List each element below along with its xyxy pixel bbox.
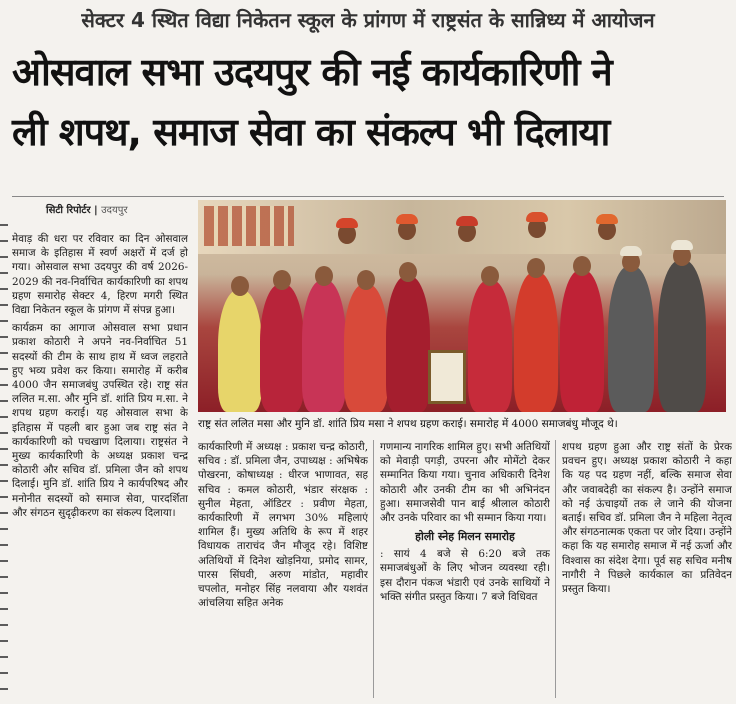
- person-figure: [658, 260, 706, 412]
- header-rule: [12, 196, 724, 197]
- column-divider: [373, 440, 374, 698]
- column-3-text-2: : सायं 4 बजे से 6:20 बजे तक समाजबंधुओं के लिए भोजन व्यवस्था रही। इस दौरान पंकज भंडारी एवं उनके साथियों ने भक्ति संगीत प्रस्तुत किया। 7 बजे विधिवत: [380, 548, 550, 603]
- paragraph-2: कार्यक्रम का आगाज ओसवाल सभा प्रधान प्रकाश कोठारी ने अपने नव-निर्वाचित 51 सदस्यों की टीम के साथ हाथ में ध्वज लहराते हुए भव्य प्रवेश कर किया। समारोह में करीब 4000 जैन समाजबंधु उपस्थित रहे। राष्ट्र संत ललित म.सा. और मुनि डॉ. शांति प्रिय म.सा. ने शपथ ग्रहण कराई। यह ओसवाल सभा के इतिहास में पहली बार हुआ जब राष्ट्र संत ने कार्यकारिणी को पचखाण दिलाया। राष्ट्रसंत ने मुख्य कार्यकारिणी के अध्यक्ष प्रकाश चन्द्र कोठारी और सचिव डॉ. प्रमिला जैन को शपथ दिलाई। मुनि डॉ. शांति प्रिय ने कार्यपरिषद और मनोनीत सदस्यों को समाज सेवा, पारदर्शिता और संगठन सुदृढ़ीकरण का संकल्प दिलाया।: [12, 322, 188, 519]
- column-divider: [555, 440, 556, 698]
- dateline-place: उदयपुर: [101, 205, 128, 216]
- byline: [46, 202, 128, 216]
- column-2-text: कार्यकारिणी में अध्यक्ष : प्रकाश चन्द्र कोठारी, सचिव : डॉ. प्रमिला जैन, उपाध्यक्ष : अभिषेक पोखरना, कोषाध्यक्ष : धीरज भाणावत, सह सचिव : कमल कोठारी, भंडार संरक्षक : सुनील मेहता, ऑडिटर : प्रवीण मेहता, कार्यकारिणी में लगभग 30% महिलाएं शामिल हैं। मुख्य अतिथि के रूप में शहर विधायक ताराचंद जैन मौजूद रहे। विशिष्ट अतिथियों में दिनेश खोड़निया, प्रमोद सामर, पारस सिंघवी, अरुण मांडोत, महावीर चपलोत, मनोहर सिंह नलवाया और यशवंत आंचलिया सहित अनेक: [198, 441, 368, 610]
- headline: [12, 42, 728, 162]
- memento-plaque: [428, 350, 466, 404]
- photo-caption: राष्ट्र संत ललित मसा और मुनि डॉ. शांति प्रिय मसा ने शपथ ग्रहण कराई। समारोह में 4000 समाजबंधु मौजूद थे।: [198, 418, 618, 430]
- person-figure: [218, 290, 262, 412]
- turban: [596, 214, 618, 224]
- turban: [526, 212, 548, 222]
- article-left-column: [12, 232, 188, 700]
- turban: [396, 214, 418, 224]
- person-figure: [608, 266, 654, 412]
- byline-separator: |: [90, 205, 102, 216]
- paragraph-1: मेवाड़ की धरा पर रविवार का दिन ओसवाल समाज के इतिहास में स्वर्ण अक्षरों में दर्ज हो गया। ओसवाल सभा उदयपुर की वर्ष 2026-2029 की नव-निर्वाचित कार्यकारिणी का शपथ ग्रहण समारोह सेक्टर 4, हिरण मगरी स्थित विद्या निकेतन स्कूल के प्रांगण में संपन्न हुआ।: [12, 233, 188, 317]
- person-figure: [344, 284, 388, 412]
- person-head: [231, 276, 249, 296]
- kicker-line: सेक्टर 4 स्थित विद्या निकेतन स्कूल के प्रांगण में राष्ट्रसंत के सान्निध्य में आयोजन: [81, 8, 655, 32]
- person-head: [273, 270, 291, 290]
- person-head: [357, 270, 375, 290]
- person-figure: [260, 284, 304, 412]
- headline-line-1: ओसवाल सभा उदयपुर की नई कार्यकारिणी ने: [12, 50, 612, 94]
- turban: [671, 240, 693, 250]
- person-head: [573, 256, 591, 276]
- person-head: [315, 266, 333, 286]
- turban: [456, 216, 478, 226]
- article-column-4: [562, 440, 732, 702]
- person-head: [527, 258, 545, 278]
- event-photo: [198, 200, 726, 412]
- column-4-text: शपथ ग्रहण हुआ और राष्ट्र संतों के प्रेरक प्रवचन हुए। अध्यक्ष प्रकाश कोठारी ने कहा कि यह पद ग्रहण नहीं, बल्कि समाज सेवा और जवाबदेही का संकल्प है। उन्होंने समाज को नई ऊंचाइयों तक ले जाने की योजना बताई। सचिव डॉ. प्रमिला जैन ने महिला नेतृत्व और संगठनात्मक एकता पर जोर दिया। उन्होंने कहा कि यह समारोह समाज में नई ऊर्जा और विश्वास का संदेश देगा। पूर्व सह सचिव मनीष नागौरी ने पिछले कार्यकाल का प्रतिवेदन प्रस्तुत किया।: [562, 441, 732, 596]
- article-column-2: [198, 440, 368, 702]
- person-figure: [386, 276, 430, 412]
- person-head: [481, 266, 499, 286]
- person-head: [399, 262, 417, 282]
- person-figure: [468, 280, 512, 412]
- turban: [620, 246, 642, 256]
- headline-line-2: ली शपथ, समाज सेवा का संकल्प भी दिलाया: [12, 110, 610, 154]
- turban: [336, 218, 358, 228]
- column-3-text-1: गणमान्य नागरिक शामिल हुए। सभी अतिथियों को मेवाड़ी पगड़ी, उपरना और मोमेंटो देकर सम्मानित किया गया। चुनाव अधिकारी दिनेश कोठारी और उनकी टीम का भी अभिनंदन हुआ। समाजसेवी पान बाई श्रीलाल कोठारी और उनके परिवार का भी सम्मान किया गया।: [380, 441, 550, 525]
- person-figure: [560, 270, 604, 412]
- reporter-name: सिटी रिपोर्टर: [46, 205, 91, 216]
- article-column-3: [380, 440, 550, 702]
- subhead-holi: होली स्नेह मिलन समारोह: [415, 530, 515, 544]
- page-edge: [0, 210, 8, 704]
- backdrop-frames: [204, 206, 294, 246]
- person-figure: [514, 272, 558, 412]
- person-figure: [302, 280, 346, 412]
